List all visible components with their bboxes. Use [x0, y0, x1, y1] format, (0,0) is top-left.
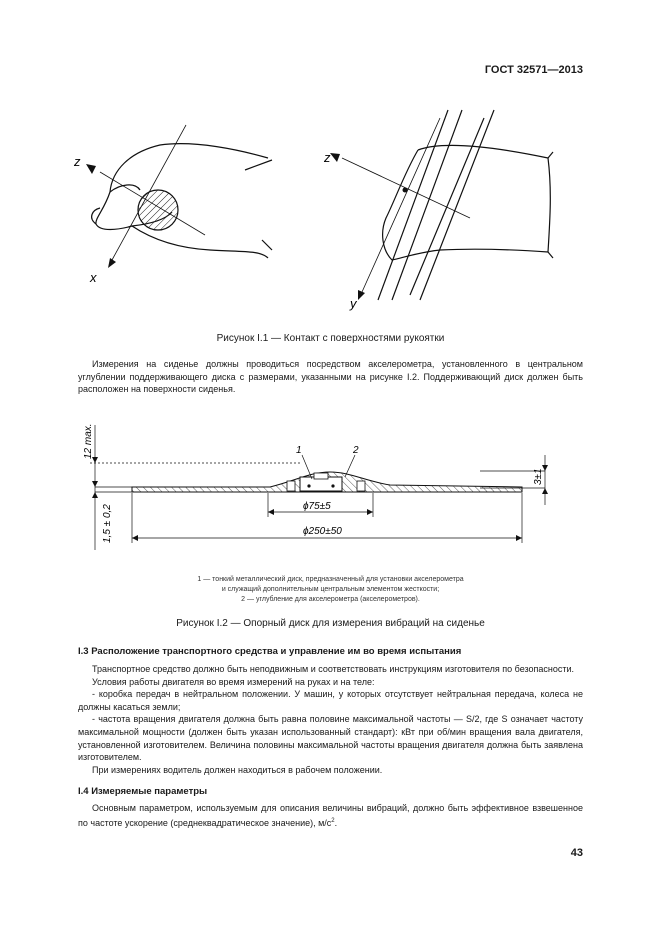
dim-outer-diameter-label: ϕ250±50: [303, 526, 342, 537]
figure-2-caption: Рисунок I.2 — Опорный диск для измерения вибраций на сиденье: [176, 618, 485, 629]
document-header: ГОСТ 32571—2013: [484, 64, 583, 76]
handle-cross-section: [138, 190, 178, 230]
right-handle-drawing: [378, 110, 553, 300]
figure-2-seat-disc: [0, 415, 661, 555]
left-z-label: z: [74, 154, 81, 169]
label-1: 1: [296, 445, 302, 456]
right-y-label: y: [350, 296, 357, 311]
section-1-3-body: Транспортное средство должно быть неподвижным и соответствовать инструкциям изготовителя по безопасности. Условия работы двигателя во время измерений на руках и на теле: - коробка передач в нейтральном положении. У машин, у которых отсутствует нейтральная передача, колеса не должны касаться земли; - частота вращения двигателя должна быть равна половине максимальной частоты — S/2, где S означает частоту максимальной мощности (должен быть указан использованный стандарт): кВт при об/мин вращения вала двигателя, установленной изготовителем. Величина половины максимальной частоты вращения двигателя должна быть заявлена изготовителем. При измерениях водитель должен находиться в рабочем положении.: [78, 664, 583, 775]
figure-1-hand-contact: [0, 100, 661, 325]
figure-1-caption: Рисунок I.1 — Контакт с поверхностями рукоятки: [216, 333, 445, 344]
figure-2-notes: 1 — тонкий металлический диск, предназначенный для установки акселерометра и служащий дополнительным центральным элементом жесткости; 2 — углубление для акселерометра (акселерометров).: [197, 576, 464, 603]
section-1-3-heading: I.3 Расположение транспортного средства и управление им во время испытания: [78, 646, 462, 657]
dim-height-label: 12 max.: [83, 423, 94, 459]
right-z-label: z: [324, 150, 331, 165]
section-1-4-body: Основным параметром, используемым для описания величины вибраций, должно быть эффективное взвешенное по частоте ускорение (среднеквадратическое значение), $м/с^2$.: [78, 803, 583, 828]
paragraph-seat-measurement: Измерения на сиденье должны проводиться посредством акселерометра, установленного в центральном углублении поддерживающего диска с размерами, указанными на рисунке I.2. Поддерживающий диск должен быть расположен на поверхности сиденья.: [78, 359, 583, 395]
label-2: 2: [353, 445, 359, 456]
dim-inner-diameter-label: ϕ75±5: [303, 501, 331, 512]
right-y-axis: [362, 118, 440, 292]
section-1-4-heading: I.4 Измеряемые параметры: [78, 786, 208, 797]
dim-thickness-label: 1,5 ± 0,2: [102, 504, 113, 543]
left-x-label: x: [90, 270, 97, 285]
dim-rise-label: 3±1: [533, 468, 544, 485]
page-number: 43: [570, 847, 583, 859]
left-x-axis: [112, 125, 186, 260]
left-hand-drawing: [92, 144, 272, 258]
